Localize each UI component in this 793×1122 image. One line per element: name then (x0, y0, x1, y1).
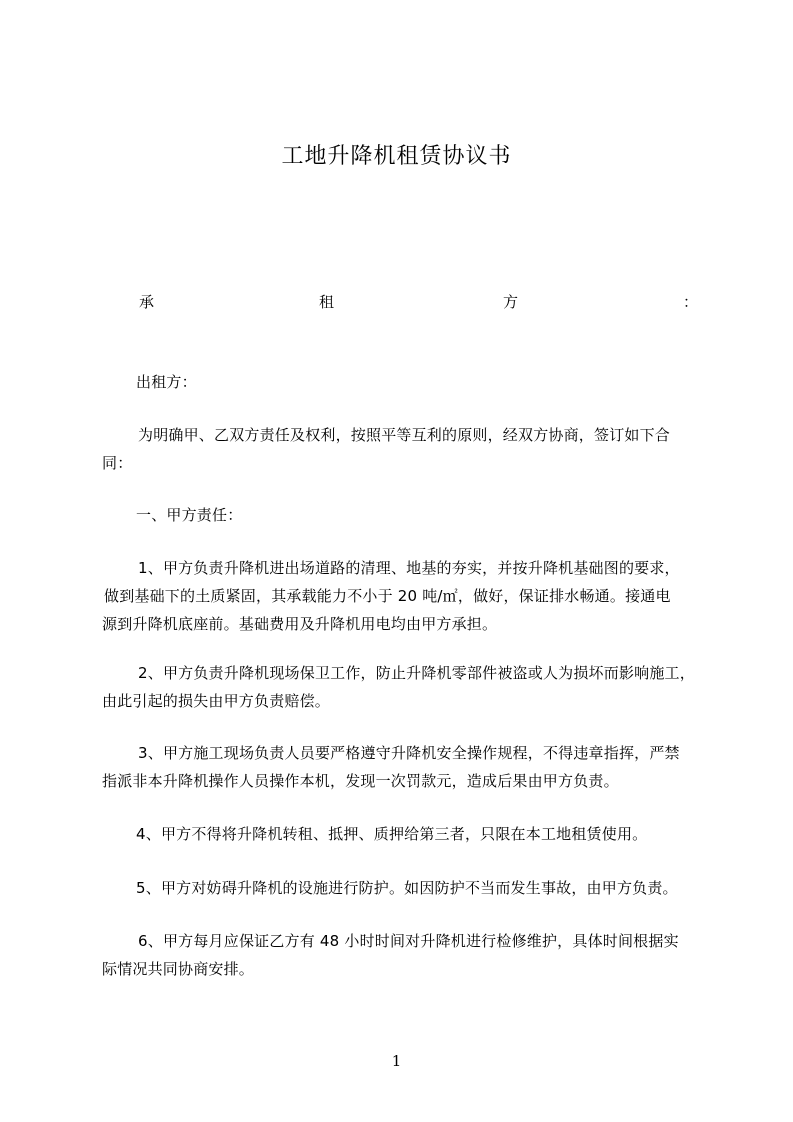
page-number: 1 (391, 1052, 402, 1070)
clause-4: 4、甲方不得将升降机转租、抵押、质押给第三者，只限在本工地租赁使用。 (136, 825, 648, 843)
paragraph-line: 同： (102, 454, 133, 472)
section1-heading: 一、甲方责任： (136, 506, 243, 524)
paragraph-line: 指派非本升降机操作人员操作本机，发现一次罚款元，造成后果由甲方负责。 (102, 772, 619, 790)
lessor-label: 出租方： (136, 373, 197, 391)
paragraph-line: 1、甲方负责升降机进出场道路的清理、地基的夯实，并按升降机基础图的要求， (138, 559, 680, 577)
lessee-label (0, 290, 793, 314)
lessee-label-colon: ： (683, 293, 699, 311)
paragraph-line: 2、甲方负责升降机现场保卫工作，防止升降机零部件被盗或人为损坏而影响施工， (138, 664, 695, 682)
document-title: 工地升降机租赁协议书 (281, 144, 512, 169)
clause-2 (104, 659, 704, 715)
clause-3 (104, 739, 704, 795)
clause-1 (104, 554, 704, 638)
paragraph-line: 源到升降机底座前。基础费用及升降机用电均由甲方承担。 (102, 615, 498, 633)
paragraph-line: 际情况共同协商安排。 (102, 960, 255, 978)
paragraph-line: 做到基础下的土质紧固，其承载能力不小于 20 吨/㎡，做好，保证排水畅通。接通电 (104, 587, 671, 605)
lessee-label-char: 租 (319, 293, 335, 311)
paragraph-line: 为明确甲、乙双方责任及权利，按照平等互利的原则，经双方协商，签订如下合 (138, 426, 671, 444)
lessee-label-char: 承 (139, 293, 155, 311)
lessee-label-char: 方 (503, 293, 519, 311)
preamble-paragraph (104, 421, 704, 477)
clause-6 (104, 927, 704, 983)
paragraph-line: 6、甲方每月应保证乙方有 48 小时时间对升降机进行检修维护，具体时间根据实 (138, 932, 679, 950)
paragraph-line: 由此引起的损失由甲方负责赔偿。 (102, 692, 331, 710)
paragraph-line: 3、甲方施工现场负责人员要严格遵守升降机安全操作规程，不得违章指挥，严禁 (138, 744, 680, 762)
clause-5: 5、甲方对妨碍升降机的设施进行防护。如因防护不当而发生事故，由甲方负责。 (136, 879, 678, 897)
